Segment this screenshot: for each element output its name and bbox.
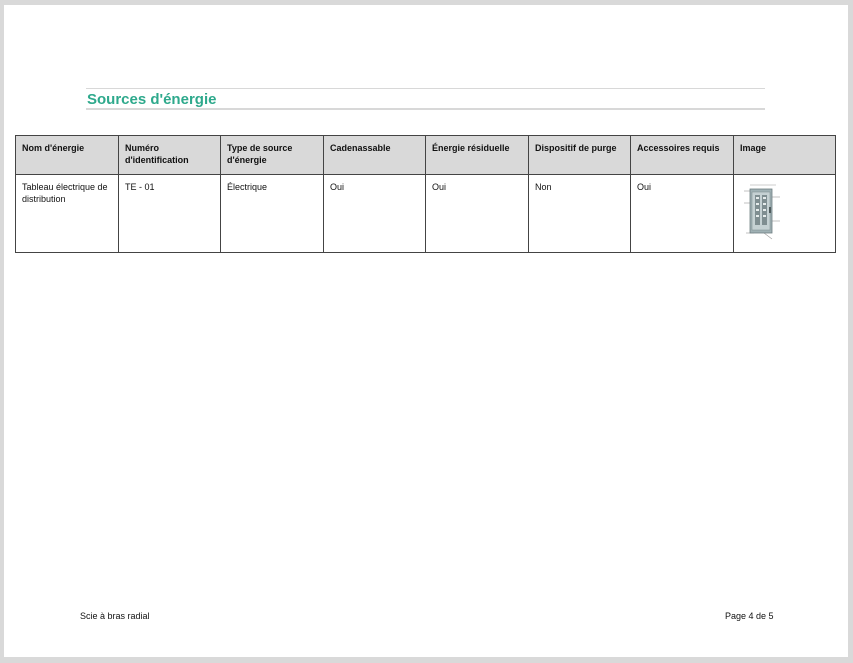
footer-page-number: Page 4 de 5 (725, 611, 774, 621)
col-header-image: Image (734, 136, 836, 175)
document-page (4, 5, 848, 657)
footer-document-title: Scie à bras radial (80, 611, 150, 621)
col-header-accessoires: Accessoires requis (631, 136, 734, 175)
col-header-type: Type de source d'énergie (221, 136, 324, 175)
col-header-energie-residuelle: Énergie résiduelle (426, 136, 529, 175)
electrical-panel-icon (742, 181, 782, 243)
cell-cadenassable: Oui (324, 175, 426, 253)
col-header-nom: Nom d'énergie (16, 136, 119, 175)
table-header-row (16, 136, 836, 175)
cell-type: Électrique (221, 175, 324, 253)
col-header-numero: Numéro d'identification (119, 136, 221, 175)
cell-numero: TE - 01 (119, 175, 221, 253)
cell-nom: Tableau électrique de distribution (16, 175, 119, 253)
section-heading-bar (86, 88, 765, 110)
energy-sources-table (15, 135, 836, 253)
cell-accessoires: Oui (631, 175, 734, 253)
cell-dispositif-purge: Non (529, 175, 631, 253)
section-title: Sources d'énergie (87, 91, 217, 108)
table-row (16, 175, 836, 253)
cell-image (734, 175, 836, 253)
col-header-dispositif-purge: Dispositif de purge (529, 136, 631, 175)
cell-energie-residuelle: Oui (426, 175, 529, 253)
col-header-cadenassable: Cadenassable (324, 136, 426, 175)
